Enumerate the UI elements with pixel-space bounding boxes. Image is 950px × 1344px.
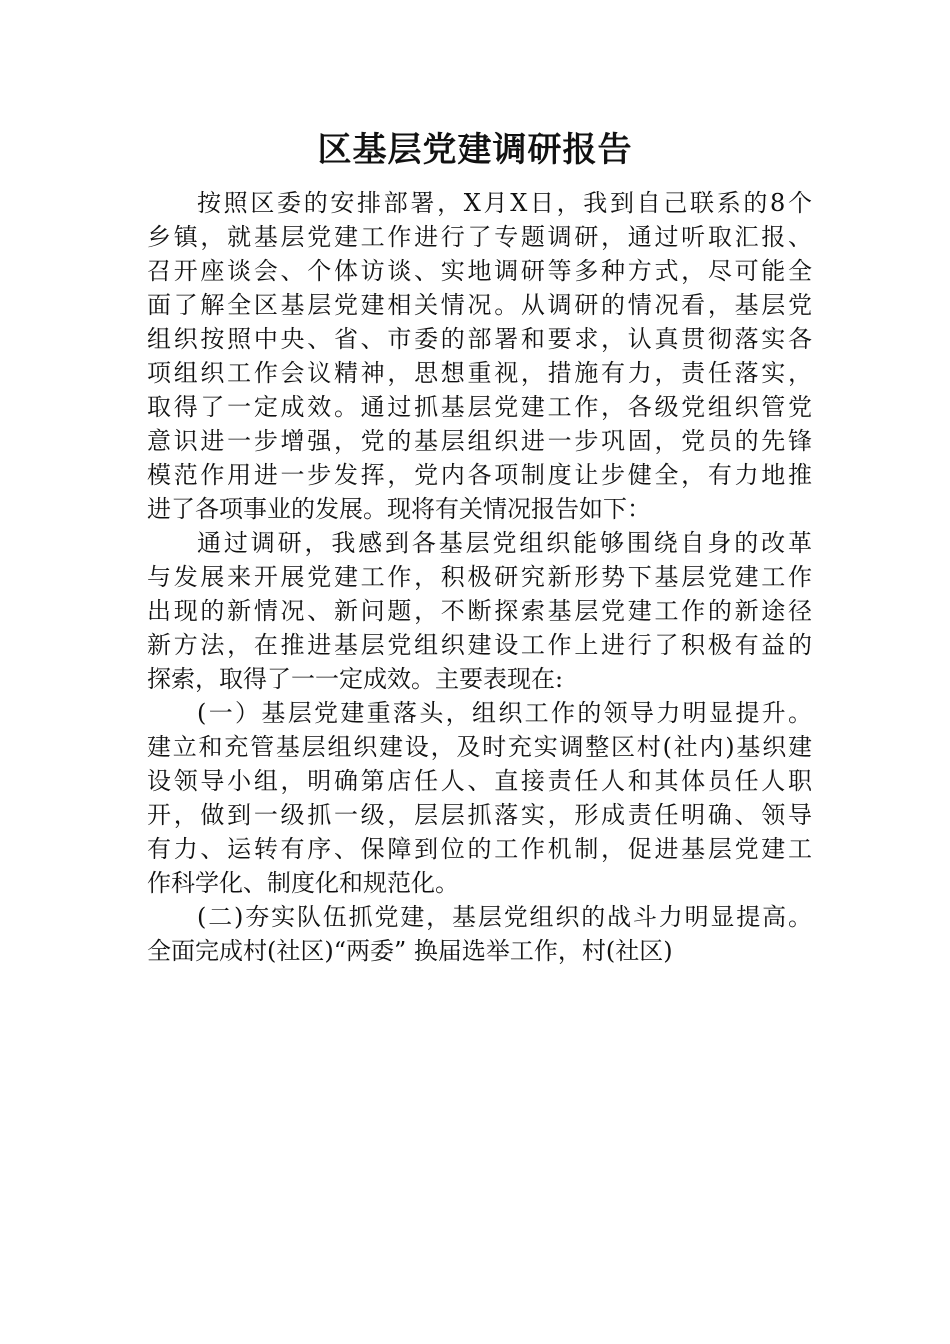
paragraph-1-line-4: 面了解全区基层党建相关情况。从调研的情况看，基层党 bbox=[147, 291, 812, 319]
paragraph-1-line-2: 乡镇，就基层党建工作进行了专题调研，通过听取汇报、 bbox=[147, 223, 812, 251]
section-1-heading: (一）基层党建重落头，组织工作的领导力明显提升。 bbox=[197, 699, 812, 727]
paragraph-2-line-5: 探索，取得了一一定成效。主要表现在: bbox=[147, 665, 564, 693]
paragraph-1-line-6: 项组织工作会议精神，思想重视，措施有力，责任落实， bbox=[147, 359, 812, 387]
section-2-line-1: 全面完成村(社区)“两委” 换届选举工作，村(社区) bbox=[147, 937, 673, 965]
paragraph-2-line-4: 新方法，在推进基层党组织建设工作上进行了积极有益的 bbox=[147, 631, 812, 659]
document-body bbox=[147, 186, 812, 968]
paragraph-1-line-5: 组织按照中央、省、市委的部署和要求，认真贯彻落实各 bbox=[147, 325, 812, 353]
paragraph-2-line-2: 与发展来开展党建工作，积极研究新形势下基层党建工作 bbox=[147, 563, 812, 591]
section-1-line-2: 设领导小组，明确第店任人、直接责任人和其体员任人职 bbox=[147, 767, 812, 795]
paragraph-1-line-3: 召开座谈会、个体访谈、实地调研等多种方式，尽可能全 bbox=[147, 257, 812, 285]
document-title: 区基层党建调研报告 bbox=[317, 130, 633, 170]
section-1-line-4: 有力、运转有序、保障到位的工作机制，促进基层党建工 bbox=[147, 835, 812, 863]
section-2-heading: (二)夯实队伍抓党建，基层党组织的战斗力明显提高。 bbox=[197, 903, 812, 931]
paragraph-1-line-7: 取得了一定成效。通过抓基层党建工作，各级党组织管党 bbox=[147, 393, 812, 421]
section-1-line-1: 建立和充管基层组织建设，及时充实调整区村(社内)基织建 bbox=[147, 733, 812, 761]
paragraph-2-line-1: 通过调研，我感到各基层党组织能够围绕自身的改革 bbox=[197, 529, 812, 557]
paragraph-1-line-8: 意识进一步增强，党的基层组织进一步巩固，党员的先锋 bbox=[147, 427, 812, 455]
paragraph-1-line-1: 按照区委的安排部署，X月X日，我到自己联系的8个 bbox=[197, 189, 812, 217]
paragraph-1-line-10: 进了各项事业的发展。现将有关情况报告如下： bbox=[147, 495, 651, 523]
section-1-line-5: 作科学化、制度化和规范化。 bbox=[147, 869, 459, 897]
paragraph-2-line-3: 出现的新情况、新问题，不断探索基层党建工作的新途径 bbox=[147, 597, 812, 625]
paragraph-1-line-9: 模范作用进一步发挥，党内各项制度让步健全，有力地推 bbox=[147, 461, 812, 489]
section-1-line-3: 开，做到一级抓一级，层层抓落实，形成责任明确、领导 bbox=[147, 801, 812, 829]
